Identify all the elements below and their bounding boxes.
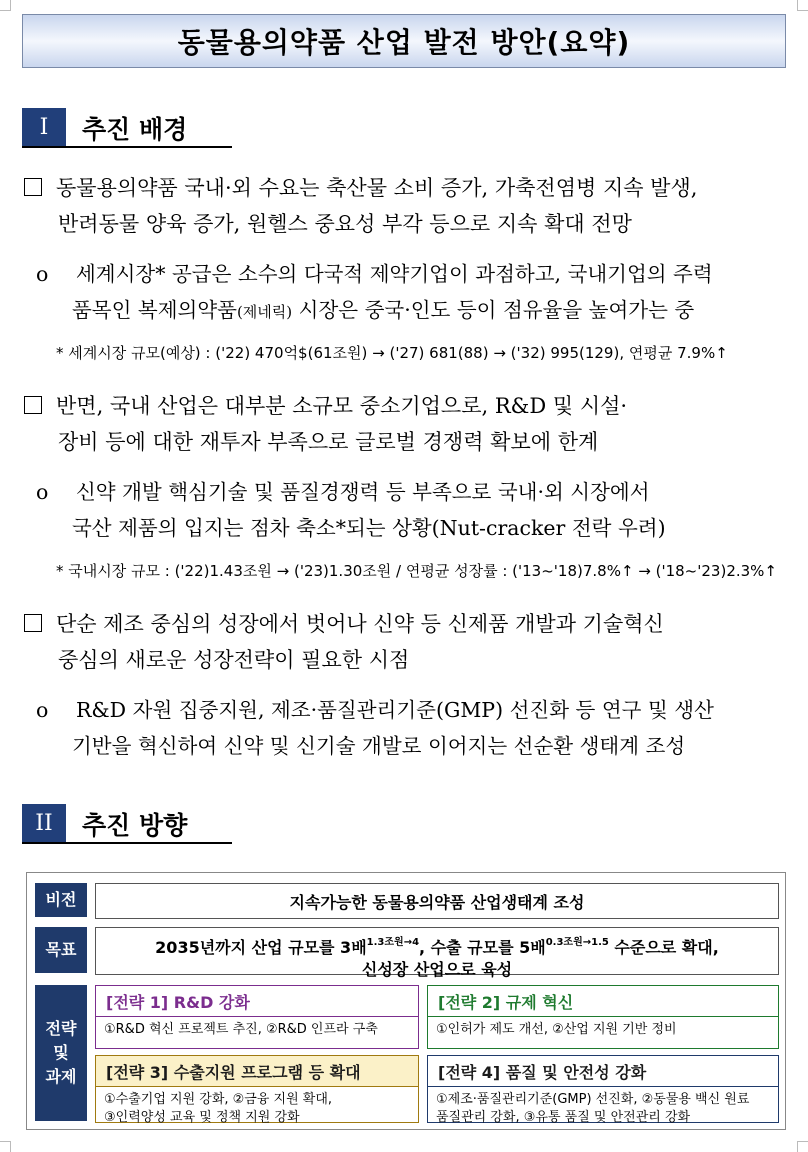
- square-bullet-icon: [24, 396, 42, 414]
- goal-part: 수준으로 확대,: [608, 938, 719, 957]
- section-heading-1: [22, 106, 232, 148]
- tasks-label-line: 전략: [45, 1019, 77, 1038]
- paragraph-line: 동물용의약품 국내·외 수요는 축산물 소비 증가, 가축전염병 지속 발생,: [56, 176, 698, 200]
- goal-superscript: 0.3조원→1.5: [545, 937, 609, 948]
- section-title: 추진 배경: [82, 115, 188, 144]
- section-title: 추진 방향: [82, 811, 188, 840]
- vision-box: [95, 883, 779, 919]
- bullet-paragraph-2: [24, 388, 794, 460]
- strategy-body: ①R&D 혁신 프로젝트 추진, ②R&D 인프라 구축: [104, 1022, 378, 1037]
- crop-mark: [797, 0, 808, 11]
- footnote-1: * 세계시장 규모(예상) : ('22) 470억$(61조원) → ('27) 681(88) → ('32) 995(129), 연평균 7.9%↑: [56, 344, 728, 362]
- strategy-1-box: [95, 985, 419, 1049]
- circle-bullet-icon: o: [36, 480, 49, 504]
- section-heading-2: [22, 802, 232, 844]
- section-number: II: [22, 804, 66, 842]
- strategy-body: ①인허가 제도 개선, ②산업 지원 기반 정비: [436, 1022, 677, 1037]
- paragraph-line: 국산 제품의 입지는 점차 축소*되는 상황(Nut-cracker 전락 우려): [72, 516, 666, 540]
- sub-bullet-3: [24, 692, 794, 764]
- crop-mark: [797, 1141, 808, 1152]
- bullet-paragraph-3: [24, 606, 794, 678]
- sub-bullet-1: [24, 256, 794, 330]
- circle-bullet-icon: o: [36, 262, 49, 286]
- strategy-heading: [전략 1] R&D 강화: [96, 986, 418, 1017]
- section-number: I: [22, 108, 66, 146]
- tasks-label: [35, 985, 87, 1121]
- goal-superscript: 1.3조원→4: [366, 937, 420, 948]
- paragraph-line: 단순 제조 중심의 성장에서 벗어나 신약 등 신제품 개발과 기술혁신: [56, 612, 664, 636]
- square-bullet-icon: [24, 178, 42, 196]
- paragraph-line: 품목인 복제의약품: [72, 298, 237, 322]
- tasks-label-line: 및: [53, 1043, 69, 1062]
- paragraph-line: R&D 자원 집중지원, 제조·품질관리기준(GMP) 선진화 등 연구 및 생산: [76, 698, 714, 722]
- goal-box: [95, 927, 779, 979]
- crop-mark: [0, 0, 11, 11]
- strategy-3-box: [95, 1055, 419, 1123]
- vision-strategy-table: [26, 872, 786, 1130]
- generic-note: (제네릭): [236, 303, 293, 321]
- strategy-4-box: [427, 1055, 779, 1123]
- square-bullet-icon: [24, 614, 42, 632]
- goal-text: [96, 928, 778, 981]
- strategy-2-box: [427, 985, 779, 1049]
- strategy-body: ①제조·품질관리기준(GMP) 선진화, ②동물용 백신 원료 품질관리 강화, ③유통 품질 및 안전관리 강화: [436, 1092, 750, 1125]
- strategy-heading: [전략 2] 규제 혁신: [428, 986, 778, 1017]
- tasks-label-line: 과제: [45, 1067, 77, 1086]
- crop-mark: [0, 1141, 11, 1152]
- paragraph-line: 신약 개발 핵심기술 및 품질경쟁력 등 부족으로 국내·외 시장에서: [76, 480, 650, 504]
- vision-text: 지속가능한 동물용의약품 산업생태계 조성: [289, 892, 585, 912]
- paragraph-line: 시장은 중국·인도 등이 점유율을 높여가는 중: [292, 298, 695, 322]
- bullet-paragraph-1: [24, 170, 794, 242]
- goal-label: 목표: [35, 927, 87, 973]
- paragraph-line: 반면, 국내 산업은 대부분 소규모 중소기업으로, R&D 및 시설·: [56, 394, 628, 418]
- goal-part: 신성장 산업으로 육성: [361, 960, 513, 979]
- vision-label: 비전: [35, 883, 87, 917]
- circle-bullet-icon: o: [36, 698, 49, 722]
- paragraph-line: 중심의 새로운 성장전략이 필요한 시점: [58, 648, 410, 672]
- paragraph-line: 반려동물 양육 증가, 원헬스 중요성 부각 등으로 지속 확대 전망: [58, 212, 632, 236]
- sub-bullet-2: [24, 474, 794, 546]
- paragraph-line: 세계시장* 공급은 소수의 다국적 제약기업이 과점하고, 국내기업의 주력: [76, 262, 713, 286]
- goal-part: 2035년까지 산업 규모를 3배: [155, 938, 367, 957]
- paragraph-line: 기반을 혁신하여 신약 및 신기술 개발로 이어지는 선순환 생태계 조성: [72, 734, 686, 758]
- strategy-body: ①수출기업 지원 강화, ②금융 지원 확대, ③인력양성 교육 및 정책 지원 강화: [104, 1092, 333, 1125]
- goal-part: , 수출 규모를 5배: [419, 938, 546, 957]
- footnote-2: * 국내시장 규모 : ('22)1.43조원 → ('23)1.30조원 / 연평균 성장률 : ('13~'18)7.8%↑ → ('18~'23)2.3%↑: [56, 562, 777, 580]
- strategy-heading: [전략 4] 품질 및 안전성 강화: [428, 1056, 778, 1087]
- paragraph-line: 장비 등에 대한 재투자 부족으로 글로벌 경쟁력 확보에 한계: [58, 430, 599, 454]
- strategy-heading: [전략 3] 수출지원 프로그램 등 확대: [96, 1056, 418, 1087]
- document-title: 동물용의약품 산업 발전 방안(요약): [177, 26, 631, 59]
- document-title-bar: [22, 14, 786, 68]
